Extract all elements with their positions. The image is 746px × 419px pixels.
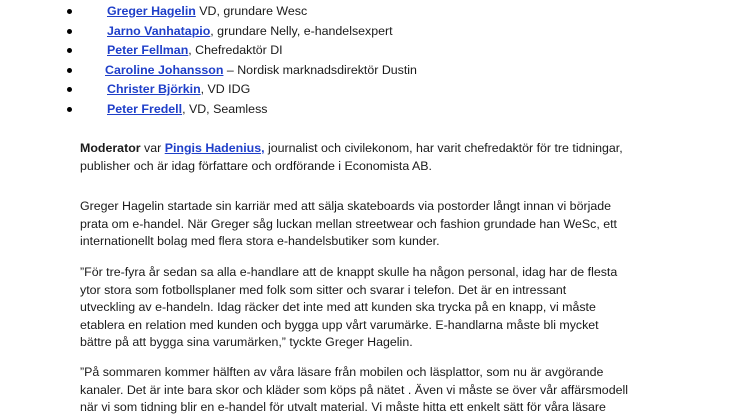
body-paragraph	[80, 264, 680, 352]
speaker-link[interactable]: Jarno Vanhatapio	[107, 23, 211, 38]
speaker-role: Chefredaktör DI	[195, 43, 283, 58]
text-line: kanaler. Det är inte bara skor och kläder som köps på nätet . Även vi måste se över vår affärsmodell	[80, 382, 628, 397]
text-line: prata om e-handel. När Greger såg luckan mellan streetwear och fashion grundade han WeSc, ett	[80, 216, 617, 231]
moderator-paragraph	[80, 140, 680, 175]
speaker-role: VD, Seamless	[188, 101, 268, 116]
bullet-icon	[67, 9, 72, 14]
bullet-icon	[67, 29, 72, 34]
text-line: internationellt bolag med flera stora e-handelsbutiker som kunder.	[80, 234, 440, 249]
speaker-link[interactable]: Caroline Johansson	[105, 62, 224, 77]
moderator-line: publisher och är idag författare och ordförande i Economista AB.	[80, 158, 432, 173]
bullet-icon	[67, 107, 72, 112]
text-line: bättre på att bygga sina varumärken,” tyckte Greger Hagelin.	[80, 335, 413, 350]
speaker-role: VD, grundare Wesc	[199, 4, 308, 18]
speaker-link[interactable]: Peter Fellman	[107, 43, 189, 58]
speaker-separator: ,	[210, 23, 218, 38]
speaker-separator: ,	[182, 101, 189, 116]
speaker-link[interactable]: Greger Hagelin	[107, 4, 196, 18]
moderator-prefix: var	[140, 141, 165, 155]
moderator-link[interactable]: Pingis Hadenius,	[164, 141, 265, 155]
text-line: utveckling av e-handeln. Idag räcker det inte med att kunden ska trycka på en knapp, vi måste	[80, 300, 596, 315]
text-line: ytor stora som fotbollsplaner med folk som sitter och svarar i telefon. Det är en intressant	[80, 282, 567, 297]
speaker-role: grundare Nelly, e-handelsexpert	[217, 23, 393, 38]
text-line: etablera en relation med kunden och bygga upp vårt varumärke. E-handlarna måste bli mycket	[80, 317, 599, 332]
speaker-link[interactable]: Peter Fredell	[107, 101, 183, 116]
speaker-role: VD IDG	[207, 82, 251, 97]
text-line: ”För tre-fyra år sedan sa alla e-handlare att de knappt skulle ha någon personal, idag har de flesta	[80, 265, 618, 279]
text-line: ”På sommaren kommer hälften av våra läsare från mobilen och läsplattor, som nu är avgörande	[80, 365, 604, 379]
speaker-link[interactable]: Christer Björkin	[107, 82, 201, 97]
speaker-role: – Nordisk marknadsdirektör Dustin	[226, 62, 417, 77]
body-paragraph	[80, 364, 680, 417]
moderator-line: journalist och civilekonom, har varit chefredaktör för tre tidningar,	[264, 141, 623, 155]
bullet-icon	[67, 48, 72, 53]
speaker-separator: ,	[200, 82, 208, 97]
text-line: när vi som tidning blir en e-handel för utvalt material. Vi måste hitta ett enkelt sätt för våra läsare	[80, 400, 606, 415]
speaker-separator: ,	[188, 43, 196, 58]
bullet-icon	[67, 87, 72, 92]
text-line: Greger Hagelin startade sin karriär med att sälja skateboards via postorder långt innan vi började	[80, 199, 612, 213]
moderator-label: Moderator	[80, 141, 141, 155]
bullet-icon	[67, 68, 72, 73]
body-paragraph	[80, 198, 680, 251]
